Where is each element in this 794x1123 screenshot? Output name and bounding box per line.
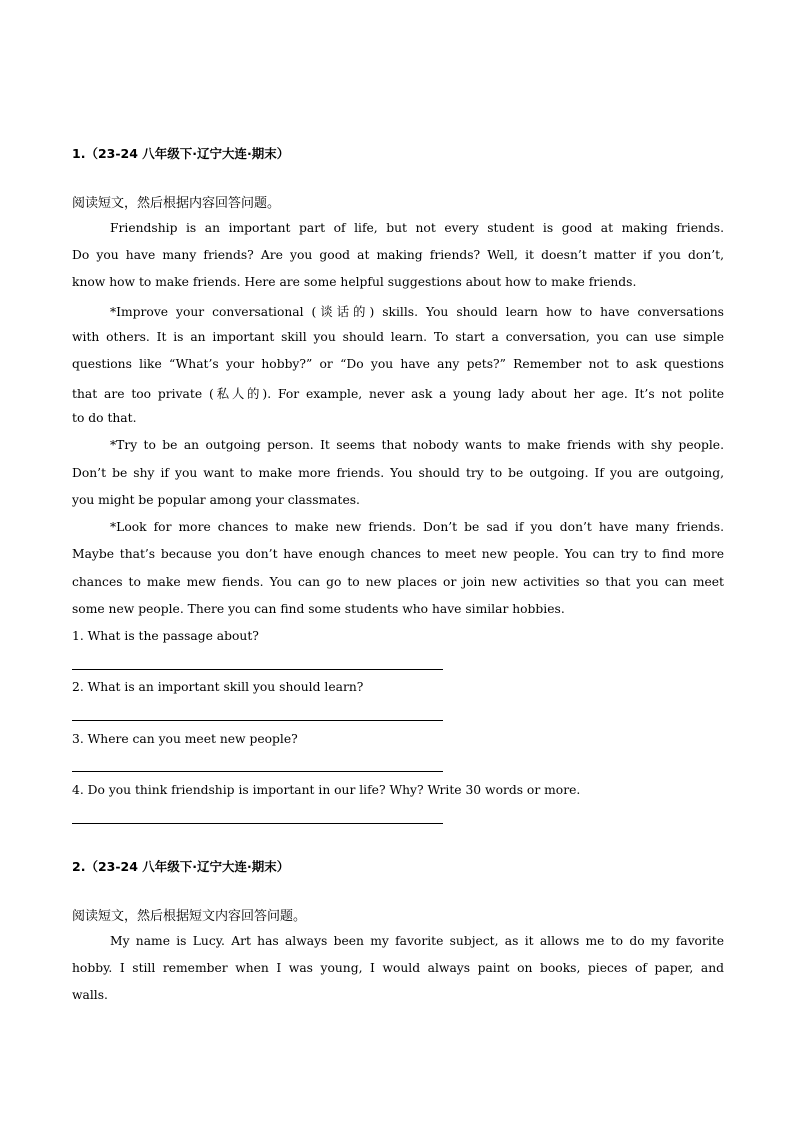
passage-line: Maybe that’s because you don’t have enough chances to meet new people. You can try to find more <box>72 547 724 561</box>
passage-line: Friendship is an important part of life, but not every student is good at making friends. <box>110 221 724 235</box>
question-1: 1. What is the passage about? <box>72 629 259 643</box>
passage-line: Don’t be shy if you want to make more friends. You should try to be outgoing. If you are outgoing, <box>72 466 724 480</box>
question-heading-1: 1.（23-24 八年级下·辽宁大连·期末） <box>72 146 290 161</box>
answer-line-2[interactable] <box>72 720 443 721</box>
instruction-2: 阅读短文，然后根据短文内容回答问题。 <box>72 909 307 924</box>
answer-line-1[interactable] <box>72 669 443 670</box>
passage-line: *Try to be an outgoing person. It seems that nobody wants to make friends with shy people. <box>110 438 724 452</box>
passage-line: chances to make mew fiends. You can go to new places or join new activities so that you can meet <box>72 575 724 589</box>
passage-line: walls. <box>72 988 108 1002</box>
passage-line: you might be popular among your classmates. <box>72 493 360 507</box>
passage-line: *Improve your conversational (谈话的) skills. You should learn how to have conversations <box>110 305 724 319</box>
passage-line: hobby. I still remember when I was young, I would always paint on books, pieces of paper, and <box>72 961 724 975</box>
question-3: 3. Where can you meet new people? <box>72 732 298 746</box>
passage-line: with others. It is an important skill you should learn. To start a conversation, you can use simple <box>72 330 724 344</box>
question-4: 4. Do you think friendship is important in our life? Why? Write 30 words or more. <box>72 783 581 797</box>
instruction-1: 阅读短文，然后根据内容回答问题。 <box>72 196 281 211</box>
passage-line: Do you have many friends? Are you good at making friends? Well, it doesn’t matter if you don’t, <box>72 248 724 262</box>
passage-line: that are too private (私人的). For example, never ask a young lady about her age. It’s not polite <box>72 387 724 401</box>
passage-line: know how to make friends. Here are some helpful suggestions about how to make friends. <box>72 275 637 289</box>
answer-line-4[interactable] <box>72 823 443 824</box>
passage-line: some new people. There you can find some students who have similar hobbies. <box>72 602 565 616</box>
passage-line: *Look for more chances to make new friends. Don’t be sad if you don’t have many friends. <box>110 520 724 534</box>
answer-line-3[interactable] <box>72 771 443 772</box>
passage-line: questions like “What’s your hobby?” or “Do you have any pets?” Remember not to ask questions <box>72 357 724 371</box>
question-heading-2: 2.（23-24 八年级下·辽宁大连·期末） <box>72 859 290 874</box>
passage-line: to do that. <box>72 411 137 425</box>
passage-line: My name is Lucy. Art has always been my favorite subject, as it allows me to do my favorite <box>110 934 724 948</box>
question-2: 2. What is an important skill you should learn? <box>72 680 364 694</box>
